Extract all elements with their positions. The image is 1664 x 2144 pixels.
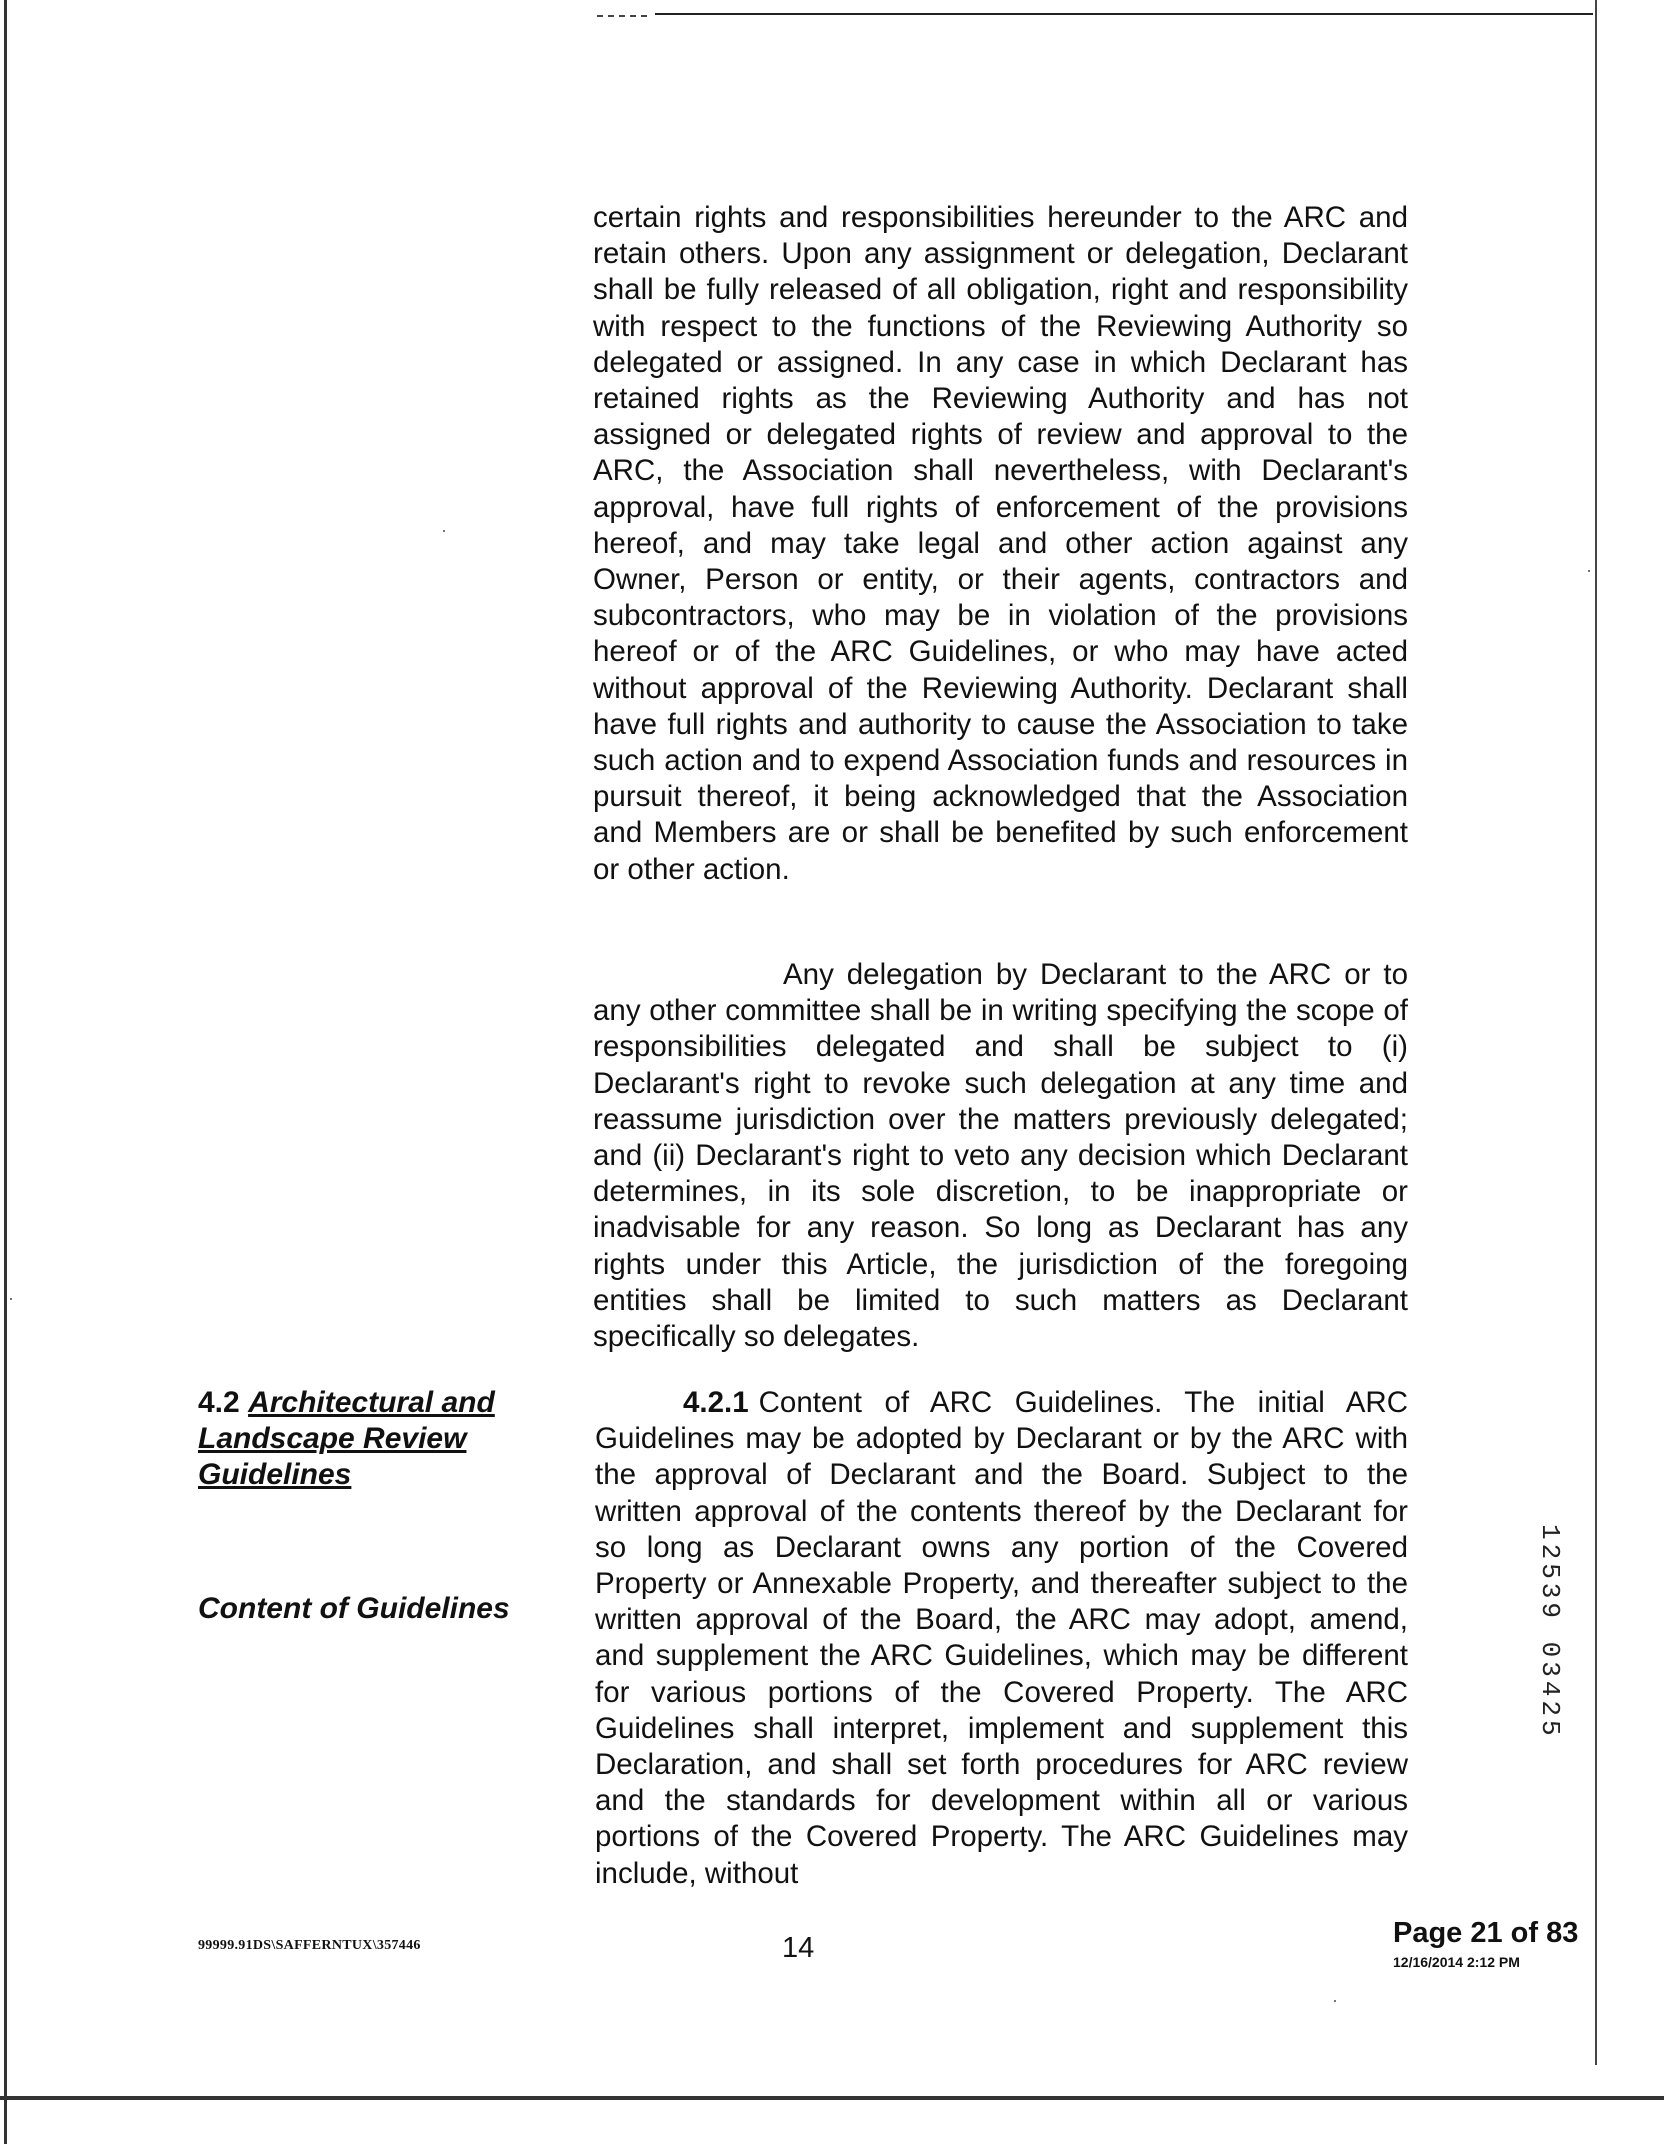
right-border-line <box>1595 0 1597 2065</box>
top-border-line <box>655 13 1593 15</box>
section-number: 4.2 <box>198 1386 240 1419</box>
section-title: Architectural and Landscape Review Guidelines <box>198 1386 495 1491</box>
page-number: 14 <box>782 1932 815 1964</box>
document-path: 99999.91DS\SAFFERNTUX\357446 <box>198 1938 421 1953</box>
body-paragraph-arc-guidelines <box>595 1385 1408 1892</box>
recording-number-stamp: 12539 03425 <box>1535 1524 1565 1740</box>
body-paragraph-delegation-terms: Any delegation by Declarant to the ARC or to any other committee shall be in writing specifying the scope of responsibilities delegated and shall be subject to (i) Declarant's right to revoke such delegation at any time and reassume jurisdiction over the matters previously delegated; and (ii) Declarant's right to veto any decision which Declarant determines, in its sole discretion, to be inappropriate or inadvisable for any reason. So long as Declarant has any rights under this Article, the jurisdiction of the foregoing entities shall be limited to such matters as Declarant specifically so delegates. <box>593 958 1408 1354</box>
recorder-timestamp: 12/16/2014 2:12 PM <box>1393 1954 1520 1970</box>
body-paragraph-delegation: certain rights and responsibilities hereunder to the ARC and retain others. Upon any assignment or delegation, Declarant shall be fully released of all obligation, right and responsibility with respect to the functions of the Reviewing Authority so delegated or assigned. In any case in which Declarant has retained rights as the Reviewing Authority and has not assigned or delegated rights of review and approval to the ARC, the Association shall nevertheless, with Declarant's approval, have full rights of enforcement of the provisions hereof, and may take legal and other action against any Owner, Person or entity, or their agents, contractors and subcontractors, who may be in violation of the provisions hereof or of the ARC Guidelines, or who may have acted without approval of the Reviewing Authority. Declarant shall have full rights and authority to cause the Association to take such action and to expend Association funds and resources in pursuit thereof, it being acknowledged that the Association and Members are or shall be benefited by such enforcement or other action. <box>593 201 1408 886</box>
subsection-text: Content of ARC Guidelines. The initial ARC Guidelines may be adopted by Declarant or by the ARC with the approval of Declarant and the Board. Subject to the written approval of the contents thereof by the Declarant for so long as Declarant owns any portion of the Covered Property or Annexable Property, and thereafter subject to the written approval of the Board, the ARC may adopt, amend, and supplement the ARC Guidelines, which may be different for various portions of the Covered Property. The ARC Guidelines shall interpret, implement and supplement this Declaration, and shall set forth procedures for ARC review and the standards for development within all or various portions of the Covered Property. The ARC Guidelines may include, without <box>595 1386 1408 1890</box>
bottom-border-line <box>0 2096 1664 2100</box>
section-subheading: Content of Guidelines <box>198 1592 510 1625</box>
subsection-number: 4.2.1 <box>683 1386 749 1419</box>
scan-speck <box>443 530 445 532</box>
left-border-line <box>4 0 7 2144</box>
recorder-page-count: Page 21 of 83 <box>1393 1917 1579 1949</box>
section-heading <box>198 1385 558 1493</box>
scan-speck <box>1588 570 1590 572</box>
top-dashed-mark <box>597 15 647 17</box>
scan-speck <box>1334 2000 1336 2002</box>
scan-speck <box>10 1298 12 1300</box>
